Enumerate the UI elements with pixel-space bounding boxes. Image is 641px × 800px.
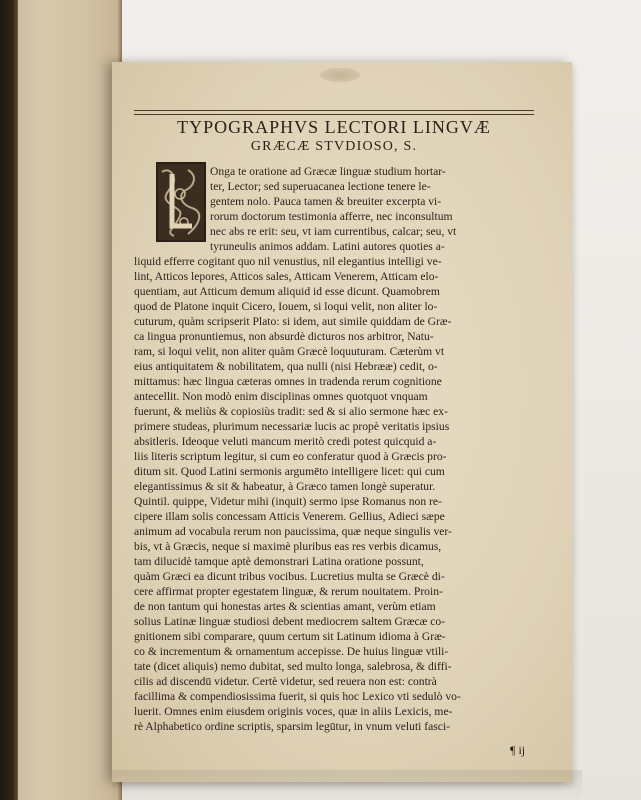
text-line: cere affirmat propter egestatem linguæ, & rerum nouitatem. Proin- <box>134 585 443 598</box>
text-line: rè Alphabetico ordine scriptis, sparsim legūtur, in vnum veluti fasci- <box>134 720 451 733</box>
text-line: cipere illam solis concessam Atticis Venerem. Gellius, Adieci sæpe <box>134 510 445 523</box>
text-line: fuerunt, & meliùs & copiosiùs tradit: sed & si alio sermone hæc ex- <box>134 405 448 418</box>
text-line: facillima & compendiosissima fuerit, si quis hoc Lexico vti sedulò vo- <box>134 690 461 703</box>
header-rule <box>134 110 534 111</box>
header-rule-thin <box>134 114 534 115</box>
text-line: de non tantum qui honestas artes & scientias amant, verùm etiam <box>134 600 436 613</box>
text-line: mittamus: hæc lingua cæteras omnes in tradenda rerum cognitione <box>134 375 442 388</box>
text-line: tyruneulis animos addam. Latini autores quoties a- <box>210 240 445 253</box>
text-line: ram, si loqui velit, non aliter quàm Græcè loquuturam. Cæterùm vt <box>134 345 445 358</box>
text-line: ditum sit. Quod Latini sermonis argumēto intelligere licet: qui cum <box>134 465 445 478</box>
text-line: Quintil. quippe, Videtur mihi (inquit) sermo ipse Romanus non re- <box>134 495 442 508</box>
text-line: quàm Græci ea dicunt tribus vocibus. Lucretius multa se Græcè di- <box>134 570 445 583</box>
text-line: primere studeas, plurimum necessariæ lucis ac propè veritatis ipsius <box>134 420 450 433</box>
text-line: gnitionem sibi comparare, quum certum sit Latinum idioma à Græ- <box>134 630 446 643</box>
text-line: Onga te oratione ad Græcæ linguæ studium hortar- <box>210 165 446 178</box>
book-page <box>112 62 572 782</box>
text-line: liis literis scriptum legitur, si cum eo conferatur quod à Græcis pro- <box>134 450 447 463</box>
text-line: lint, Atticos lepores, Atticos sales, Atticam Venerem, Atticam elo- <box>134 270 439 283</box>
text-line: ter, Lector; sed superuacanea lectione tenere le- <box>210 180 431 193</box>
signature-mark: ¶ ij <box>510 743 526 757</box>
text-line: elegantissimus & sit & habeatur, à Græco tamen longè superatur. <box>134 480 436 493</box>
text-line: eius antiquitatem & nobilitatem, qua nulli (nisi Hebrææ) cedit, o- <box>134 360 438 373</box>
page-shadow <box>112 770 582 800</box>
text-line: liquid efferre cogitant quo nil venustius, nil elegantius intelligi ve- <box>134 255 442 268</box>
text-line: luerit. Omnes enim eiusdem originis voces, quæ in aliis Lexicis, me- <box>134 705 453 718</box>
text-line: animum ad vocabula rerum non paucissima, quæ neque singulis ver- <box>134 525 452 538</box>
text-line: nec abs re erit: seu, vt iam currentibus, calcar; seu, vt <box>210 225 457 238</box>
text-line: gentem nolo. Pauca tamen & breuiter excerpta vi- <box>210 195 442 208</box>
decorated-initial-l-icon <box>156 162 206 242</box>
text-line: quentiam, aut Atticum demum aliquid id esse dicunt. Quamobrem <box>134 285 440 298</box>
text-line: tate (dicet aliquis) nemo dubitat, sed multo longa, salebrosa, & diffi- <box>134 660 452 673</box>
text-line: absitleris. Ideoque veluti mancum meritò credi potest quicquid a- <box>134 435 437 448</box>
text-line: solius Latinæ linguæ studiosi debent mediocrem saltem Græcæ co- <box>134 615 446 628</box>
text-line: ca lingua pronuntiemus, non absurdè dicturos nos arbitror, Natu- <box>134 330 434 343</box>
text-line: antecellit. Non modò enim disciplinas omnes quotquot vnquam <box>134 390 428 403</box>
text-line: cuturum, quàm scripserit Plato: si idem, aut simile quiddam de Græ- <box>134 315 452 328</box>
text-line: co & incrementum & ornamentum accepisse. De huius linguæ vtili- <box>134 645 449 658</box>
text-line: tam dilucidè tamque aptè demonstrari Latina oratione possunt, <box>134 555 424 568</box>
page-title: TYPOGRAPHVS LECTORI LINGVÆ <box>177 117 491 137</box>
text-line: bis, vt à Græcis, neque si maximè pluribus eas res verbis dicamus, <box>134 540 442 553</box>
page-subtitle: GRÆCÆ STVDIOSO, S. <box>250 139 418 154</box>
book-left-edge <box>0 0 122 800</box>
text-line: rorum doctorum testimonia afferre, nec inconsultum <box>210 210 453 223</box>
text-line: cilis ad discendū videtur. Certè videtur, sed reuera non est: contrà <box>134 675 437 688</box>
page-stain <box>320 68 360 82</box>
text-line: quod de Platone inquit Cicero, Iouem, si loqui velit, non aliter lo- <box>134 300 438 313</box>
